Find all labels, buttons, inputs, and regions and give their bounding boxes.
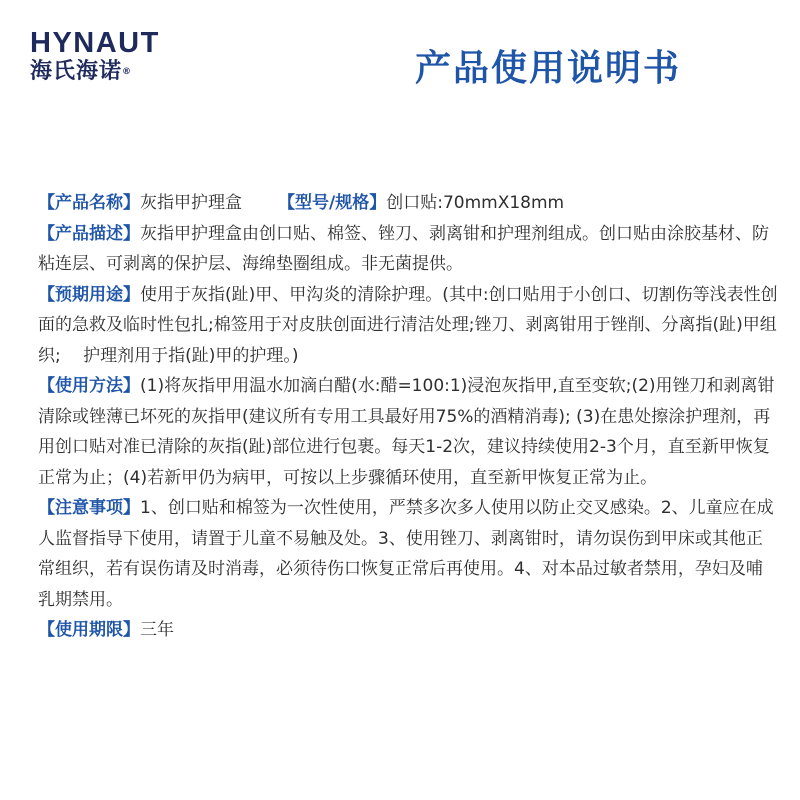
product-name-label: 【产品名称】 <box>38 193 140 213</box>
brand-name-en: HYNAUT <box>30 27 160 59</box>
instructions-body <box>38 188 778 646</box>
intended-use-paragraph <box>38 280 778 372</box>
registered-mark: ® <box>122 67 133 77</box>
product-name-value: 灰指甲护理盒 <box>140 193 242 213</box>
brand-name-cn <box>30 58 180 86</box>
usage-paragraph <box>38 371 778 493</box>
brand-name-cn-text: 海氏海诺 <box>30 59 123 84</box>
usage-value: (1)将灰指甲用温水加滴白醋(水:醋=100:1)浸泡灰指甲,直至变软;(2)用锉刀和剥离钳清除或锉薄已坏死的灰指甲(建议所有专用工具最好用75%的酒精消毒); (3)在患处擦涂护理剂，再用创口贴对准已清除的灰指(趾)部位进行包裹。每天1-2次，建议持续使用2-3个月，直至新甲恢复正常为止；(4)若新甲仍为病甲，可按以上步骤循环使用，直至新甲恢复正常为止。 <box>38 376 775 488</box>
precautions-value: 1、创口贴和棉签为一次性使用，严禁多次多人使用以防止交叉感染。2、儿童应在成人监督指导下使用，请置于儿童不易触及处。3、使用锉刀、剥离钳时，请勿误伤到甲床或其他正常组织，若有误伤请及时消毒，必须待伤口恢复正常后再使用。4、对本品过敏者禁用，孕妇及哺乳期禁用。 <box>38 498 774 610</box>
intended-use-label: 【预期用途】 <box>38 284 140 305</box>
shelf-life-label: 【使用期限】 <box>38 620 140 640</box>
model-spec-label: 【型号/规格】 <box>278 193 387 213</box>
description-label: 【产品描述】 <box>38 223 140 244</box>
usage-label: 【使用方法】 <box>38 376 140 396</box>
brand-logo <box>30 28 180 86</box>
precautions-paragraph <box>38 493 778 615</box>
intended-use-value: 使用于灰指(趾)甲、甲沟炎的清除护理。(其中:创口贴用于小创口、切割伤等浅表性创面的急救及临时性包扎;棉签用于对皮肤创面进行清洁处理;锉刀、剥离钳用于锉削、分离指(趾)甲组织; 护理剂用于指(趾)甲的护理。) <box>38 284 778 366</box>
shelf-life-value: 三年 <box>140 620 174 640</box>
document-title: 产品使用说明书 <box>415 48 682 89</box>
description-value: 灰指甲护理盒由创口贴、棉签、锉刀、剥离钳和护理剂组成。创口贴由涂胶基材、防粘连层、可剥离的保护层、海绵垫圈组成。非无菌提供。 <box>38 223 769 274</box>
shelf-life-line <box>38 615 778 646</box>
model-spec-value: 创口贴:70mmX18mm <box>386 193 565 213</box>
description-paragraph <box>38 219 778 280</box>
product-name-line <box>38 188 778 219</box>
precautions-label: 【注意事项】 <box>38 498 140 518</box>
